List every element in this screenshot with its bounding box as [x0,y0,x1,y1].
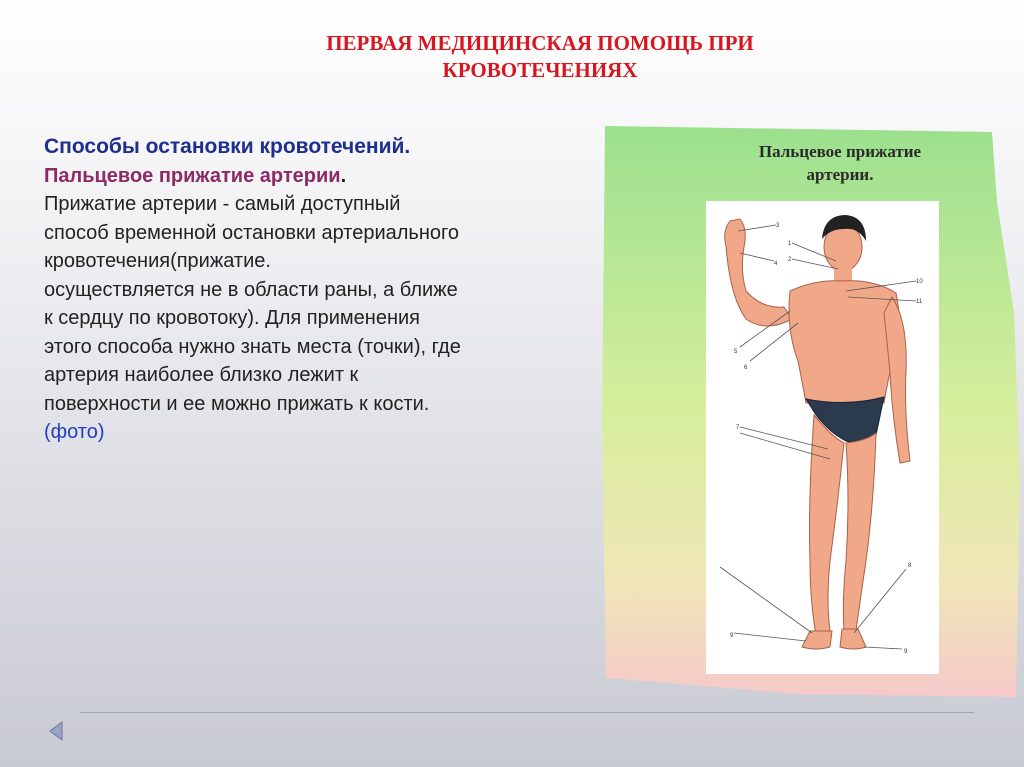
point-label: 11 [916,299,923,305]
figure-caption-line-2: артерии. [806,165,874,184]
body-line: Прижатие артерии - самый доступный [44,193,401,215]
figure-caption-line-1: Пальцевое прижатие [758,142,922,161]
point-label: 9 [904,649,908,655]
content-subheading: Пальцевое прижатие артерии [44,164,341,187]
slide-title-line-1: ПЕРВАЯ МЕДИЦИНСКАЯ ПОМОЩЬ ПРИ [326,31,754,55]
bottom-divider [80,712,974,713]
figure-caption [720,140,960,186]
point-label: 2 [788,257,792,263]
body-line: поверхности и ее можно прижать к кости. [44,392,430,415]
point-label: 5 [734,349,738,355]
body-line: к сердцу по кровотоку). Для применения [44,307,420,329]
figure-panel [600,122,1024,702]
content-text-block [44,133,599,447]
point-label: 9 [730,633,734,639]
body-line: этого способа нужно знать места (точки), где [44,335,461,358]
point-label: 8 [908,563,912,569]
body-line: осуществляется не в области раны, а ближе [44,278,458,301]
point-label: 7 [736,425,740,431]
point-label: 1 [788,241,792,247]
slide-title [220,30,860,84]
point-label: 3 [776,223,780,229]
content-heading: Способы остановки кровотечений. [44,135,411,158]
body-line: артерия наиболее близко лежит к [44,364,359,386]
previous-triangle-icon[interactable] [48,720,64,742]
slide-title-line-2: КРОВОТЕЧЕНИЯХ [442,58,638,82]
point-label: 10 [916,279,923,285]
photo-link[interactable]: (фото) [44,421,105,443]
point-label: 4 [774,261,778,267]
body-line: кровотечения(прижатие. [44,250,271,272]
content-subheading-dot: . [340,164,347,187]
anatomy-figure [706,201,939,674]
point-label: 6 [744,365,748,371]
body-line: способ временной остановки артериального [44,221,459,244]
